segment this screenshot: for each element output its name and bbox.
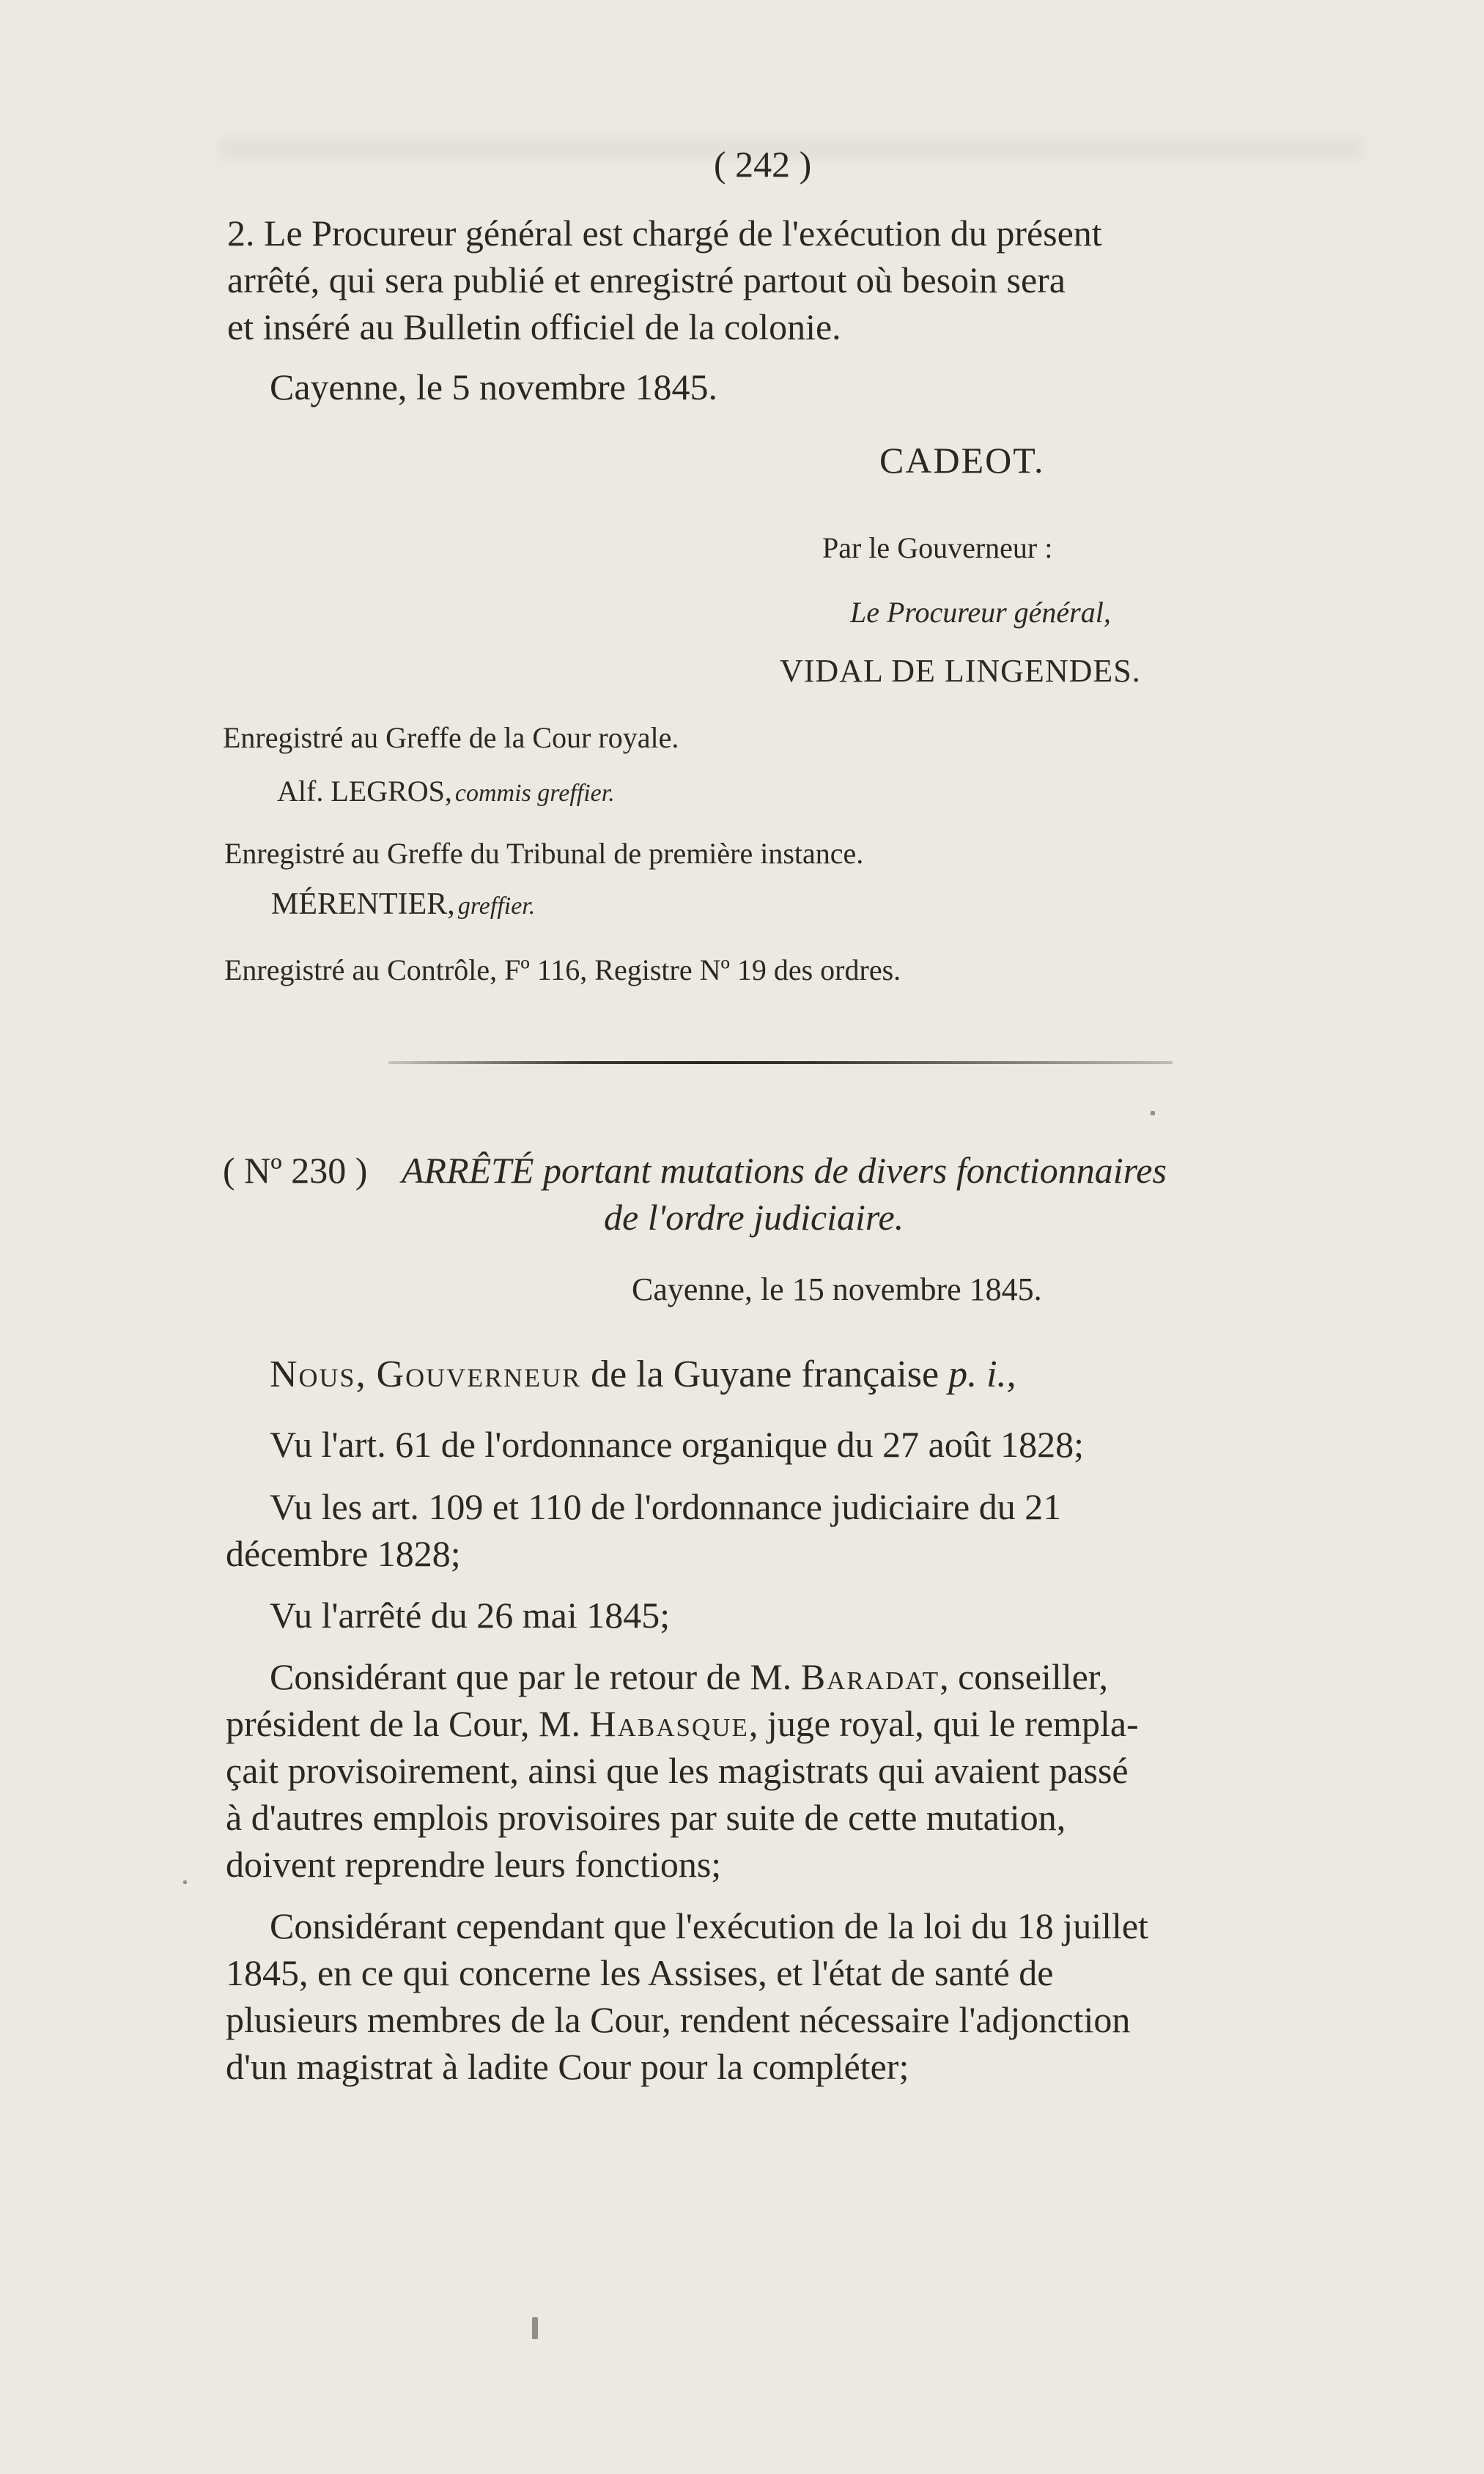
- page-number: ( 242 ): [714, 144, 812, 185]
- baradat-name: Baradat: [800, 1656, 940, 1697]
- considerant-2-line-3: plusieurs membres de la Cour, rendent nécessaire l'adjonction: [226, 1999, 1131, 2040]
- considerant-1-text-b: , conseiller,: [940, 1656, 1108, 1697]
- vu-line-2b: décembre 1828;: [226, 1533, 461, 1574]
- registration-tribunal-signer: [271, 887, 535, 922]
- registration-controle: Enregistré au Contrôle, Fº 116, Registre Nº 19 des ordres.: [224, 953, 901, 986]
- considerant-1-line-2-a: président de la Cour, M.: [226, 1703, 581, 1744]
- merentier-role: greffier.: [457, 893, 536, 920]
- arrete-title-line-2: de l'ordre judiciaire.: [604, 1197, 904, 1238]
- vu-line-1: Vu l'art. 61 de l'ordonnance organique du 27 août 1828;: [270, 1424, 1085, 1465]
- registration-cour-royale-signer: [277, 774, 615, 808]
- considerant-1-line-2: [226, 1700, 1139, 1747]
- nous-rest: de la Guyane française: [591, 1354, 940, 1395]
- registration-cour-royale: Enregistré au Greffe de la Cour royale.: [223, 721, 679, 754]
- par-le-gouverneur: Par le Gouverneur :: [822, 531, 1053, 564]
- considerant-2-line-4: d'un magistrat à ladite Cour pour la compléter;: [226, 2046, 909, 2087]
- article-2-line-3: et inséré au Bulletin officiel de la colonie.: [227, 306, 841, 347]
- considerant-1-line-5: doivent reprendre leurs fonctions;: [226, 1844, 722, 1885]
- vu-line-3: Vu l'arrêté du 26 mai 1845;: [270, 1595, 671, 1636]
- legros-role: commis greffier.: [454, 780, 615, 807]
- pi-abbrev: p. i.,: [948, 1354, 1016, 1395]
- considerant-1-text-a: Considérant que par le retour de M.: [270, 1656, 792, 1697]
- arrete-title-line-1: ARRÊTÉ portant mutations de divers fonctionnaires: [402, 1150, 1167, 1191]
- considerant-2-line-1: Considérant cependant que l'exécution de la loi du 18 juillet: [270, 1905, 1148, 1946]
- considerant-1-line-2-b: , juge royal, qui le rempla-: [748, 1703, 1139, 1744]
- procureur-title: Le Procureur général,: [850, 596, 1111, 629]
- gouverneur-word: Gouverneur: [376, 1354, 582, 1395]
- section-divider: [388, 1061, 1173, 1064]
- habasque-name: Habasque: [589, 1703, 749, 1744]
- registration-tribunal: Enregistré au Greffe du Tribunal de première instance.: [224, 837, 864, 870]
- article-2-line-2: arrêté, qui sera publié et enregistré partout où besoin sera: [227, 259, 1066, 300]
- considerant-1-line-3: çait provisoirement, ainsi que les magistrats qui avaient passé: [226, 1750, 1129, 1791]
- vu-line-2a: Vu les art. 109 et 110 de l'ordonnance judiciaire du 21: [270, 1486, 1062, 1527]
- signature-cadeot: CADEOT.: [879, 440, 1045, 481]
- article-2-line-1: 2. Le Procureur général est chargé de l'exécution du présent: [227, 213, 1102, 254]
- paper-speck: [532, 2317, 538, 2339]
- arrete-date: Cayenne, le 15 novembre 1845.: [632, 1271, 1042, 1307]
- considerant-2-line-2: 1845, en ce qui concerne les Assises, et l'état de santé de: [226, 1952, 1054, 1993]
- considerant-1-line-1: [270, 1653, 1108, 1700]
- date-line: Cayenne, le 5 novembre 1845.: [270, 366, 717, 407]
- legros-name: Alf. LEGROS,: [277, 775, 452, 808]
- preamble-nous: [270, 1353, 1016, 1396]
- paper-speck: [1151, 1111, 1155, 1115]
- merentier-name: MÉRENTIER,: [271, 887, 455, 921]
- considerant-1-line-4: à d'autres emplois provisoires par suite de cette mutation,: [226, 1797, 1066, 1838]
- arrete-number: ( Nº 230 ): [223, 1150, 368, 1191]
- paper-speck: [183, 1880, 187, 1884]
- nous-word: Nous,: [270, 1354, 367, 1395]
- procureur-name: VIDAL DE LINGENDES.: [780, 653, 1141, 689]
